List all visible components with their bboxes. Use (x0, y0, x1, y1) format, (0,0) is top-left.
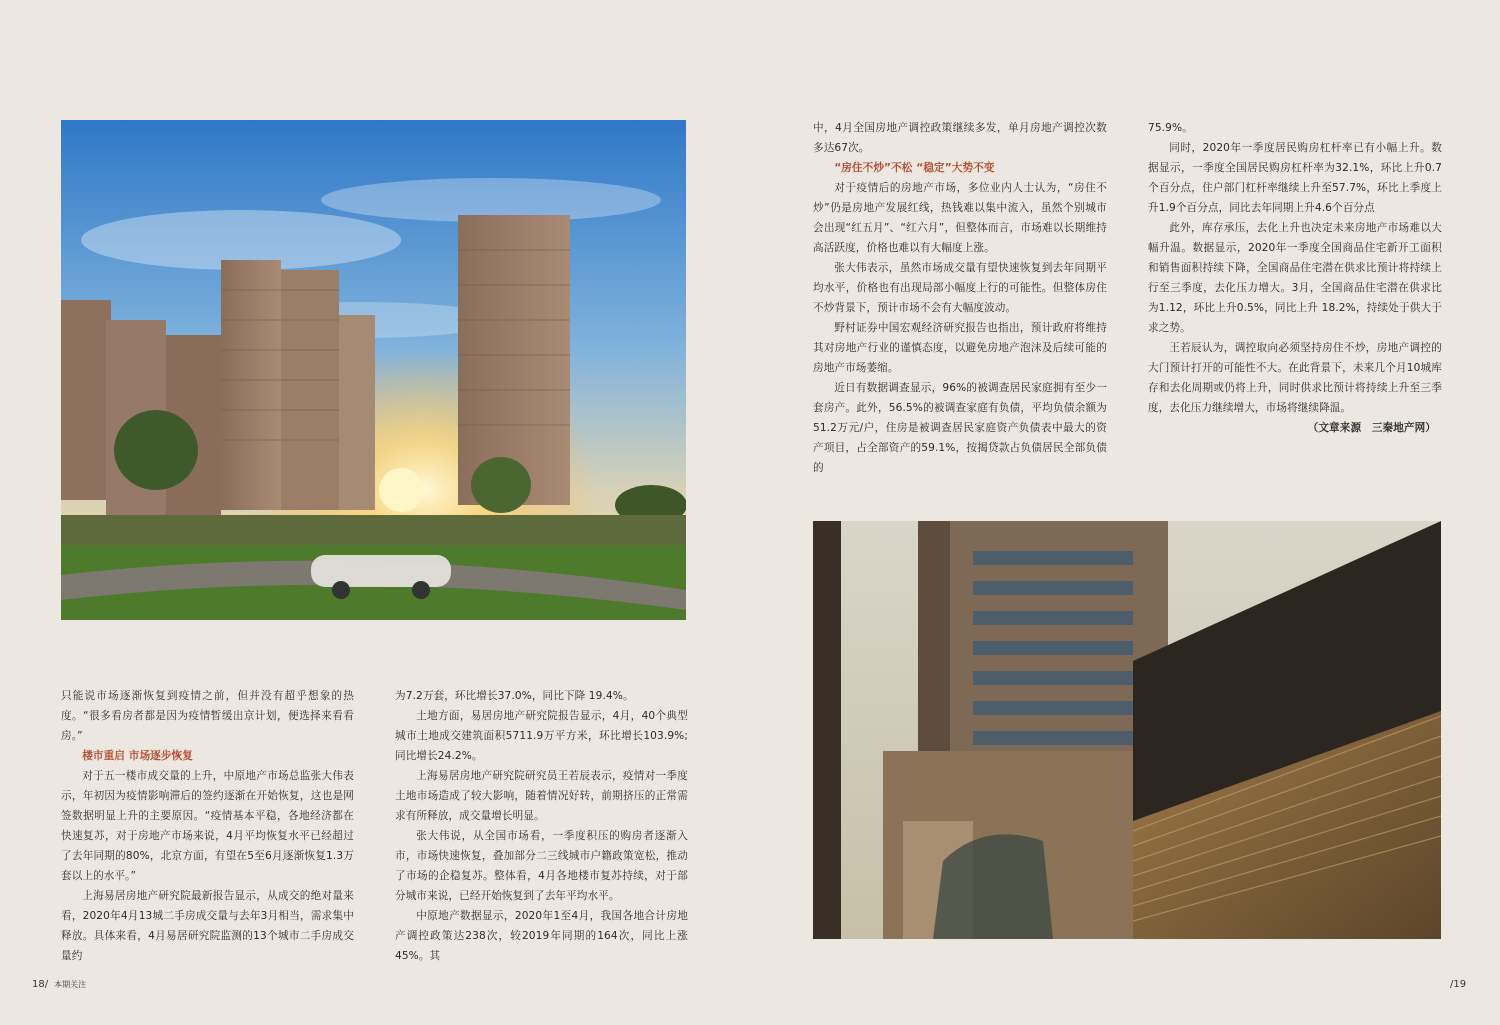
page-number-left (32, 979, 86, 990)
paragraph: 对于疫情后的房地产市场，多位业内人士认为，“房住不炒”仍是房地产发展红线，热钱难以集中流入，虽然个别城市会出现“红五月”、“红六月”，但整体而言，市场难以长期维持高活跃度，价格也难以有大幅度上涨。 (813, 182, 1107, 254)
paragraph: 中，4月全国房地产调控政策继续多发，单月房地产调控次数多达67次。 (813, 122, 1107, 154)
paragraph: 野村证券中国宏观经济研究报告也指出，预计政府将维持其对房地产行业的谨慎态度，以避免房地产泡沫及后续可能的房地产市场萎缩。 (813, 322, 1107, 374)
paragraph: 上海易居房地产研究院最新报告显示，从成交的绝对量来看，2020年4月13城二手房成交量与去年3月相当，需求集中释放。具体来看，4月易居研究院监测的13个城市二手房成交量约 (61, 890, 354, 962)
paragraph: 中原地产数据显示，2020年1至4月，我国各地合计房地产调控政策达238次，较2019年同期的164次，同比上涨45%。其 (395, 910, 688, 962)
article-source: （文章来源 三秦地产网） (1307, 422, 1436, 434)
golden-office-buildings-illustration (813, 521, 1441, 939)
paragraph: 上海易居房地产研究院研究员王若辰表示，疫情对一季度土地市场造成了较大影响，随着情况好转，前期挤压的正常需求有所释放，成交量增长明显。 (395, 770, 688, 822)
paragraph: 土地方面，易居房地产研究院报告显示，4月，40个典型城市土地成交建筑面积5711.9万平方米，环比增长103.9%;同比增长24.2%。 (395, 710, 688, 762)
section-heading: “房住不炒”不松 “稳定”大势不变 (834, 162, 995, 174)
section-heading: 楼市重启 市场逐步恢复 (82, 750, 193, 762)
sunset-residential-towers-photo (61, 120, 686, 620)
paragraph: 张大伟表示，虽然市场成交量有望快速恢复到去年同期平均水平，价格也有出现局部小幅度上行的可能性。但整体房住不炒背景下，预计市场不会有大幅度波动。 (813, 262, 1107, 314)
page-number: /19 (1450, 979, 1467, 990)
paragraph: 同时，2020年一季度居民购房杠杆率已有小幅上升。数据显示，一季度全国居民购房杠杆率为32.1%，环比上升0.7个百分点，住户部门杠杆率继续上升至57.7%，环比上季度上升1.9个百分点，同比去年同期上升4.6个百分点 (1148, 142, 1442, 214)
text-column-2 (395, 686, 688, 966)
page-number: 18/ (32, 979, 49, 990)
section-name: 本期关注 (54, 980, 87, 989)
paragraph: 张大伟说，从全国市场看，一季度积压的购房者逐渐入市，市场快速恢复，叠加部分二三线城市户籍政策宽松，推动了市场的企稳复苏。整体看，4月各地楼市复苏持续，对于部分城市来说，已经开始恢复到了去年平均水平。 (395, 830, 688, 902)
paragraph: 为7.2万套，环比增长37.0%，同比下降 19.4%。 (395, 690, 634, 702)
text-column-4 (1148, 118, 1442, 438)
paragraph: 对于五一楼市成交量的上升，中原地产市场总监张大伟表示，年初因为疫情影响滞后的签约逐渐在开始恢复，这也是网签数据明显上升的主要原因。“疫情基本平稳，各地经济都在快速复苏，对于房地产市场来说，4月平均恢复水平已经超过了去年同期的80%，北京方面，有望在5至6月逐渐恢复1.3万套以上的水平。” (61, 770, 354, 882)
paragraph: 75.9%。 (1148, 122, 1193, 134)
sunset-residential-towers-illustration (61, 120, 686, 620)
text-column-1 (61, 686, 354, 966)
paragraph: 近日有数据调查显示，96%的被调查居民家庭拥有至少一套房产。此外，56.5%的被调查家庭有负债，平均负债余额为51.2万元/户，住房是被调查居民家庭资产负债表中最大的资产项目，占全部资产的59.1%，按揭贷款占负债居民全部负债的 (813, 382, 1107, 474)
text-column-3 (813, 118, 1107, 478)
golden-office-buildings-photo (813, 521, 1441, 939)
paragraph: 王若辰认为，调控取向必须坚持房住不炒，房地产调控的大门预计打开的可能性不大。在此背景下，未来几个月10城库存和去化周期或仍将上升，同时供求比预计将持续上升至三季度，去化压力继续增大，市场将继续降温。 (1148, 342, 1442, 414)
paragraph: 只能说市场逐渐恢复到疫情之前，但并没有超乎想象的热度。“很多看房者都是因为疫情暂缓出京计划，便选择来看看房。” (61, 690, 354, 742)
paragraph: 此外，库存承压，去化上升也决定未来房地产市场难以大幅升温。数据显示，2020年一季度全国商品住宅新开工面积和销售面积持续下降，全国商品住宅潜在供求比预计将持续上行至三季度，去化压力增大。3月，全国商品住宅潜在供求比为1.12，环比上升0.5%，同比上升 18.2%，持续处于供大于求之势。 (1148, 222, 1442, 334)
page-number-right (1450, 979, 1466, 990)
